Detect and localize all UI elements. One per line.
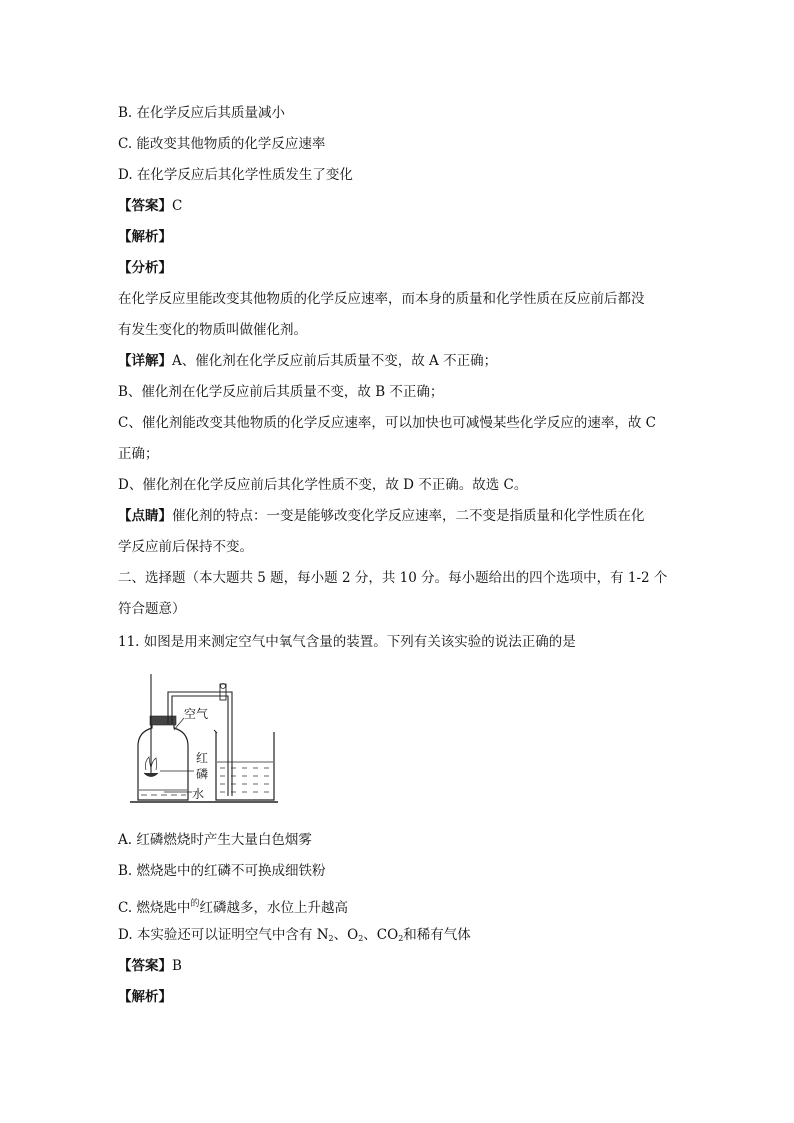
- option-d: D. 在化学反应后其化学性质发生了变化: [118, 167, 353, 183]
- apparatus-figure: [124, 666, 284, 806]
- detail-line-d: D、催化剂在化学反应前后其化学性质不变，故 D 不正确。故选 C。: [118, 477, 528, 493]
- section-heading-2: 符合题意）: [118, 601, 186, 617]
- q11-option-a: A. 红磷燃烧时产生大量白色烟雾: [118, 832, 312, 848]
- answer-value: C: [172, 198, 183, 214]
- bottle-outline: [138, 724, 188, 800]
- detail-line-b: B、催化剂在化学反应前后其质量不变，故 B 不正确；: [118, 384, 444, 400]
- remark-line-1: [118, 506, 645, 526]
- detail-a-text: A、催化剂在化学反应前后其质量不变，故 A 不正确；: [172, 353, 498, 369]
- detail-line-c: C、催化剂能改变其他物质的化学反应速率，可以加快也可减慢某些化学反应的速率，故 C: [118, 415, 656, 431]
- q11-c-part2: 红磷越多，水位上升越高: [199, 900, 348, 916]
- label-phosphorus: 磷: [196, 767, 209, 781]
- option-b: B. 在化学反应后其质量减小: [118, 105, 286, 121]
- detail-tag: 【详解】: [118, 353, 172, 369]
- q11-d-part2: 、O: [333, 927, 359, 943]
- detail-line-a: [118, 351, 497, 371]
- label-air: 空气: [184, 707, 209, 721]
- label-water: 水: [192, 787, 205, 801]
- analysis-text-2: 有发生变化的物质叫做催化剂。: [118, 322, 307, 338]
- q11-analysis-tag: 【解析】: [118, 989, 172, 1005]
- q11-option-c: [118, 894, 348, 918]
- q11-option-d: [118, 925, 471, 949]
- q11-d-sub3: 2: [398, 934, 404, 943]
- remark-line-2: 学反应前后保持不变。: [118, 539, 253, 555]
- spoon: [144, 773, 158, 777]
- q11-d-part1: D. 本实验还可以证明空气中含有 N: [118, 927, 329, 943]
- q11-c-mark: 的: [190, 899, 200, 909]
- q11-d-part4: 和稀有气体: [403, 927, 471, 943]
- analysis-text-1: 在化学反应里能改变其他物质的化学反应速率，而本身的质量和化学性质在反应前后都没: [118, 291, 645, 307]
- question-11: 11. 如图是用来测定空气中氧气含量的装置。下列有关该实验的说法正确的是: [118, 634, 576, 650]
- q11-d-sub1: 2: [328, 934, 334, 943]
- q11-answer-tag: 【答案】: [118, 958, 172, 974]
- q11-answer-line: [118, 956, 182, 976]
- q11-option-b: B. 燃烧匙中的红磷不可换成细铁粉: [118, 863, 326, 879]
- remark-text: 催化剂的特点：一变是能够改变化学反应速率，二不变是指质量和化学性质在化: [172, 508, 645, 524]
- label-red: 红: [196, 751, 209, 765]
- detail-line-c2: 正确；: [118, 446, 159, 462]
- remark-tag: 【点睛】: [118, 508, 172, 524]
- analysis-tag: 【解析】: [118, 229, 172, 245]
- section-heading-1: 二、选择题（本大题共 5 题，每小题 2 分，共 10 分。每小题给出的四个选项中，有 1-2 个: [118, 570, 668, 586]
- beaker: [216, 732, 274, 800]
- fenxi-tag: 【分析】: [118, 260, 172, 276]
- answer-line: [118, 196, 182, 216]
- q11-c-part1: C. 燃烧匙中: [118, 900, 191, 916]
- answer-tag: 【答案】: [118, 198, 172, 214]
- q11-answer-value: B: [172, 958, 182, 974]
- q11-d-part3: 、CO: [363, 927, 399, 943]
- option-c: C. 能改变其他物质的化学反应速率: [118, 136, 326, 152]
- q11-d-sub2: 2: [358, 934, 364, 943]
